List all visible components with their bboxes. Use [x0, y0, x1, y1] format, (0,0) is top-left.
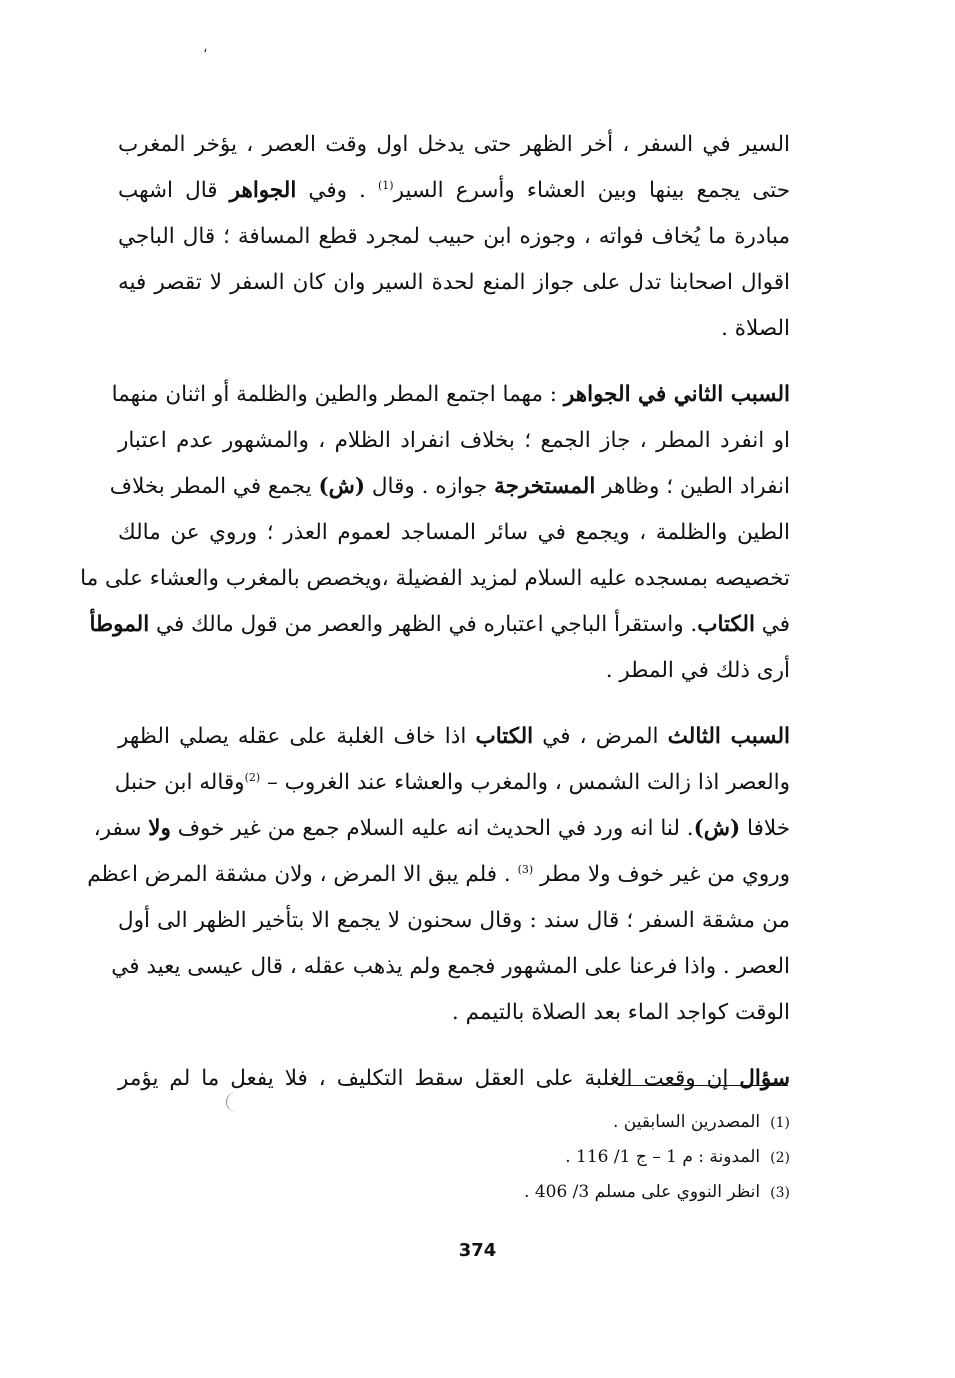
text-line: اقوال اصحابنا تدل على جواز المنع لحدة السير وان كان السفر لا تقصر فيه: [118, 270, 790, 295]
text-run: اذا خاف الغلبة على عقله يصلي الظهر: [118, 724, 476, 749]
text-run: انفراد الطين ؛ وظاهر: [602, 474, 790, 499]
text-line: [89, 602, 790, 648]
footnotes: [400, 1105, 790, 1210]
text-line: أرى ذلك في المطر .: [605, 658, 790, 683]
stray-mark: ،: [203, 40, 208, 56]
bold-term: الكتاب: [475, 724, 534, 749]
section-heading: السبب الثالث: [667, 724, 790, 749]
footnote-text: المصدرين السابقين .: [613, 1112, 761, 1132]
bold-term: المستخرجة: [494, 474, 596, 499]
text-run: . فلم يبق الا المرض ، ولان مشقة المرض اعظم: [87, 862, 518, 887]
text-line: الصلاة .: [721, 316, 790, 341]
text-line: [109, 464, 790, 510]
footnote-text: المدونة : م 1 – ج 1/ 116 .: [565, 1147, 761, 1167]
section-heading: السبب الثاني في الجواهر: [563, 382, 790, 407]
section-heading: سؤال: [739, 1066, 790, 1091]
text-run: وقاله ابن حنبل: [114, 770, 245, 795]
text-run: . لنا انه ورد في الحديث انه عليه السلام جمع من غير خوف: [170, 816, 694, 841]
stray-mark-lower: [226, 1092, 241, 1112]
text-line: [87, 852, 790, 898]
bold-term: (ش): [318, 474, 366, 499]
paragraph-1: [118, 122, 790, 352]
text-line: من مشقة السفر ؛ قال سند : وقال سحنون لا يجمع الا بتأخير الظهر الى أول: [118, 908, 790, 933]
text-line: [93, 806, 790, 852]
bold-term: الجواهر: [229, 178, 297, 203]
text-run: حتى يجمع بينها وبين العشاء وأسرع السير: [393, 178, 790, 203]
text-run: وروي من غير خوف ولا مطر: [540, 862, 790, 887]
footnote-item: [400, 1105, 790, 1140]
paragraph-2: [80, 372, 790, 694]
main-text: [80, 122, 790, 1122]
text-run: إن وقعت الغلبة على العقل سقط التكليف ، فلا يفعل ما لم يؤمر: [118, 1066, 740, 1091]
text-run: والعصر اذا زالت الشمس ، والمغرب والعشاء عند الغروب –: [267, 770, 790, 795]
text-line: مبادرة ما يُخاف فواته ، وجوزه ابن حبيب لمجرد قطع المسافة ؛ قال الباجي: [118, 224, 790, 249]
footnote-number: (2): [770, 1150, 790, 1166]
footnote-item: [400, 1175, 790, 1210]
footnote-number: (1): [770, 1115, 790, 1131]
text-line: [118, 1056, 790, 1102]
page-number: 374: [458, 1240, 497, 1261]
paragraph-4: [118, 1056, 790, 1102]
text-line: السير في السفر ، أخر الظهر حتى يدخل اول وقت العصر ، يؤخر المغرب: [118, 132, 790, 157]
footnote-ref: (2): [244, 770, 261, 784]
text-run: . واستقرأ الباجي اعتباره في الظهر والعصر من قول مالك في: [149, 612, 698, 637]
text-run: في: [761, 612, 790, 637]
text-line: [118, 168, 790, 214]
text-line: تخصيصه بمسجده عليه السلام لمزيد الفضيلة ،ويخصص بالمغرب والعشاء على ما: [80, 566, 790, 591]
bold-term: ولا: [148, 816, 171, 841]
text-run: جوازه . وقال: [365, 474, 495, 499]
bold-term: الموطأ: [89, 612, 150, 637]
text-run: : مهما اجتمع المطر والطين والظلمة أو اثنان منهما: [111, 382, 564, 407]
footnote-item: [400, 1140, 790, 1175]
text-line: او انفرد المطر ، جاز الجمع ؛ بخلاف انفراد الظلام ، والمشهور عدم اعتبار: [118, 428, 790, 453]
footnote-ref: (3): [517, 862, 534, 876]
text-line: العصر . واذا فرعنا على المشهور فجمع ولم يذهب عقله ، قال عيسى يعيد في: [111, 954, 790, 979]
text-line: الوقت كواجد الماء بعد الصلاة بالتيمم .: [451, 1000, 790, 1025]
text-line: الطين والظلمة ، ويجمع في سائر المساجد لعموم العذر ؛ وروي عن مالك: [118, 520, 790, 545]
footnote-ref: (1): [377, 178, 394, 192]
bold-term: الكتاب: [697, 612, 755, 637]
bold-term: (ش): [693, 816, 741, 841]
text-run: يجمع في المطر بخلاف: [109, 474, 319, 499]
footnote-text: انظر النووي على مسلم 3/ 406 .: [524, 1182, 761, 1202]
footnote-separator: [618, 1085, 788, 1086]
text-line: [111, 372, 790, 418]
paragraph-3: [87, 714, 790, 1036]
text-run: قال اشهب: [118, 178, 230, 203]
text-run: المرض ، في: [533, 724, 668, 749]
text-line: [114, 760, 790, 806]
text-run: سفر،: [93, 816, 149, 841]
text-run: . وفي: [296, 178, 378, 203]
footnote-number: (3): [770, 1185, 790, 1201]
text-run: خلافا: [747, 816, 790, 841]
text-line: [118, 714, 790, 760]
